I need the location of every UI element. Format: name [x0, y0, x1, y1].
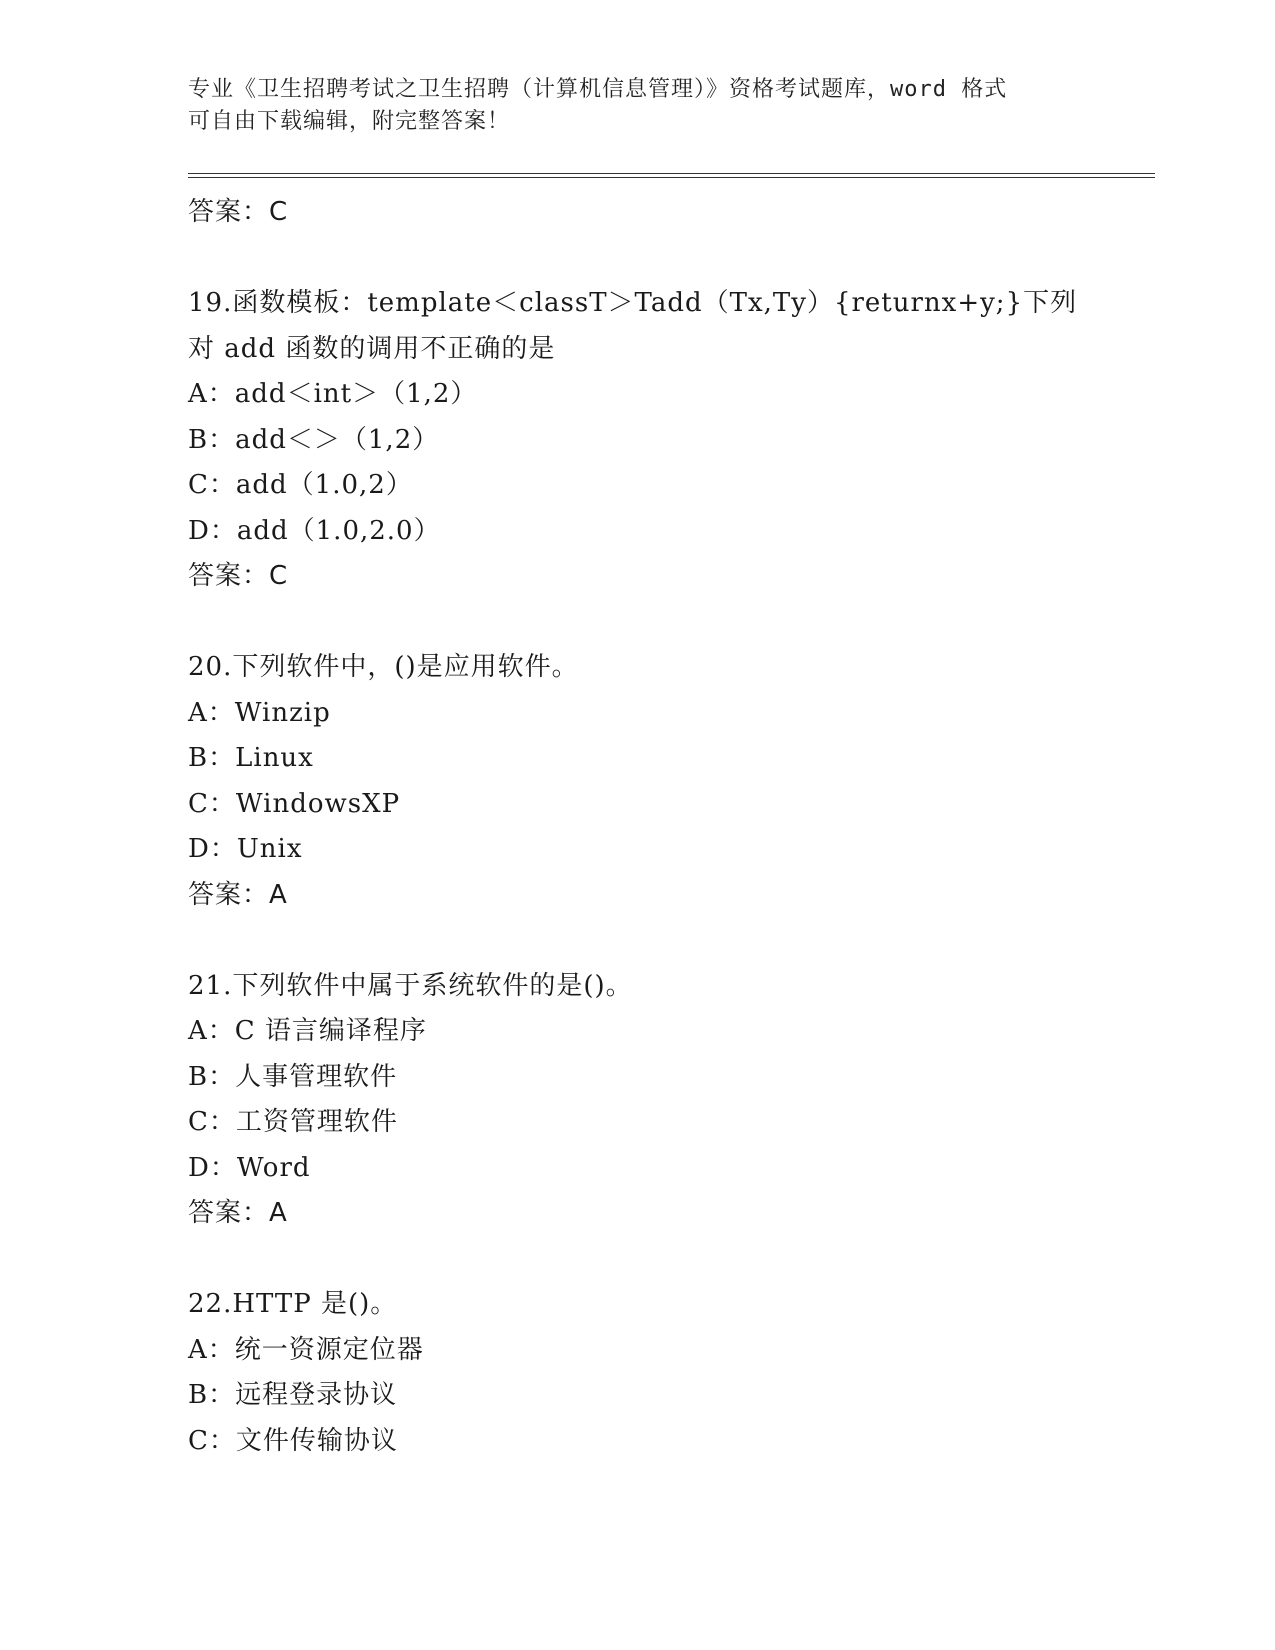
previous-answer: 答案：C [188, 197, 289, 227]
question-stem-line: 19.函数模板：template＜classT＞Tadd（Tx,Ty）{returnx+y;}下列 [188, 288, 1078, 318]
header-line-2: 可自由下载编辑，附完整答案！ [188, 109, 511, 134]
option-c: C：WindowsXP [188, 788, 401, 819]
question-19 [188, 281, 1148, 600]
option-c: C：文件传输协议 [188, 1425, 398, 1456]
question-stem-line: 对 add 函数的调用不正确的是 [188, 333, 556, 364]
option-d: D：Word [188, 1152, 311, 1183]
spacer [188, 1237, 1148, 1283]
option-d: D：Unix [188, 834, 303, 864]
option-b: B：add＜＞（1,2） [188, 424, 440, 455]
option-a: A：Winzip [188, 697, 331, 728]
document-header [188, 74, 1088, 138]
option-b: B：远程登录协议 [188, 1380, 398, 1410]
answer: 答案：C [188, 561, 289, 591]
header-rule-top [188, 173, 1155, 174]
question-content [188, 190, 1148, 1464]
header-line-1: 专业《卫生招聘考试之卫生招聘（计算机信息管理）》资格考试题库，word 格式 [188, 77, 1008, 102]
option-a: A：add＜int＞（1,2） [188, 379, 478, 409]
option-d: D：add（1.0,2.0） [188, 515, 441, 546]
option-c: C：工资管理软件 [188, 1107, 398, 1137]
question-22 [188, 1282, 1148, 1464]
option-c: C：add（1.0,2） [188, 470, 413, 500]
answer: 答案：A [188, 1198, 288, 1228]
question-stem-line: 22.HTTP 是()。 [188, 1289, 398, 1319]
header-rule-bottom [188, 177, 1155, 178]
option-b: B：Linux [188, 743, 314, 773]
spacer [188, 918, 1148, 964]
option-a: A：C 语言编译程序 [188, 1016, 427, 1046]
option-a: A：统一资源定位器 [188, 1334, 424, 1365]
spacer [188, 600, 1148, 646]
option-b: B：人事管理软件 [188, 1061, 398, 1092]
answer: 答案：A [188, 879, 288, 910]
question-21 [188, 964, 1148, 1237]
question-stem-line: 20.下列软件中，()是应用软件。 [188, 652, 579, 682]
question-stem-line: 21.下列软件中属于系统软件的是()。 [188, 970, 633, 1001]
question-20 [188, 645, 1148, 918]
spacer [188, 236, 1148, 282]
